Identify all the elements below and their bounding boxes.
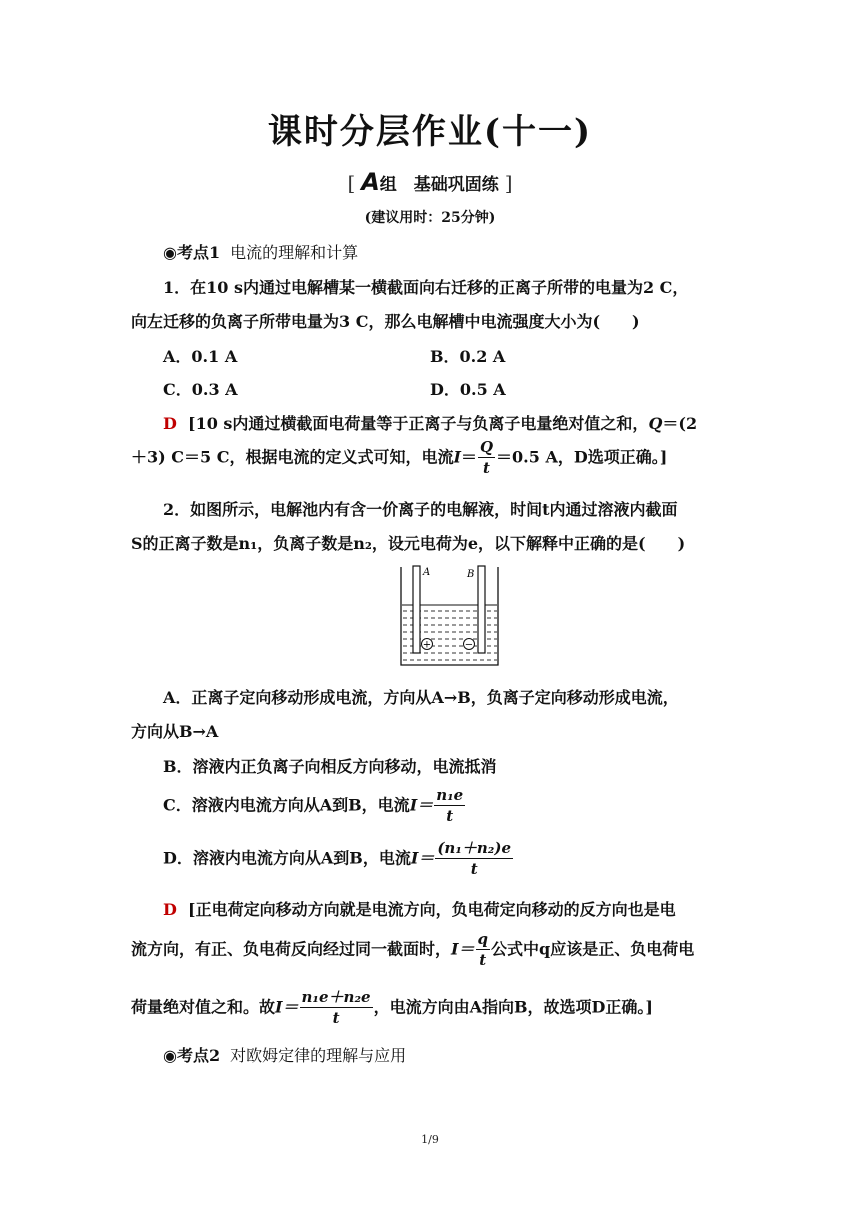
q2-exp3-I: I＝: [275, 997, 299, 1017]
bullet-icon: ◉: [163, 1046, 177, 1065]
q2-optc-fraction: [434, 788, 465, 824]
q2-exp2b: 公式中q应该是正、负电荷电: [491, 939, 695, 959]
q2-answer: D: [163, 900, 177, 919]
q1-option-a: A．0.1 A: [163, 347, 238, 366]
q2-option-b: B．溶液内正负离子向相反方向移动，电流抵消: [163, 757, 497, 776]
group-heading: [0, 168, 860, 196]
positive-ion-sign: +: [422, 639, 432, 651]
knowledge-point-2: [163, 1043, 406, 1066]
bullet-icon: ◉: [163, 243, 177, 262]
q2-option-a-line2: 方向从B→A: [131, 722, 219, 741]
q1-exp1-q: Q: [648, 414, 663, 433]
electrolysis-cell-figure: [398, 563, 501, 668]
q1-stem-line1: 1．在10 s内通过电解槽某一横截面向右迁移的正离子所带的电量为2 C，: [163, 278, 689, 297]
q2-optd-num: (n₁＋n₂)e: [437, 839, 512, 857]
label-b: B: [467, 569, 475, 580]
q2-optc-text: C．溶液内电流方向从A到B，电流: [163, 795, 410, 815]
group-bracket-close: ]: [504, 171, 513, 195]
kp1-text: 电流的理解和计算: [230, 243, 359, 262]
q1-option-d: D．0.5 A: [430, 380, 506, 399]
q2-exp2a: 流方向，有正、负电荷反向经过同一截面时，: [131, 939, 452, 959]
kp2-text: 对欧姆定律的理解与应用: [230, 1046, 407, 1065]
q2-stem-line1: 2．如图所示，电解池内有含一价离子的电解液，时间t内通过溶液内截面: [163, 500, 678, 519]
q2-optc-den: t: [446, 807, 454, 825]
q2-exp1: [正电荷定向移动方向就是电流方向，负电荷定向移动的反方向也是电: [188, 900, 676, 919]
group-bracket-open: [: [347, 171, 356, 195]
q2-exp2-num: q: [477, 930, 489, 948]
q1-option-c: C．0.3 A: [163, 380, 238, 399]
q2-option-a-line1: A．正离子定向移动形成电流，方向从A→B，负离子定向移动形成电流，: [163, 688, 679, 707]
q2-optd-text: D．溶液内电流方向从A到B，电流: [163, 848, 411, 868]
q1-exp2-I: I: [453, 447, 461, 467]
q2-option-d: [163, 841, 514, 877]
q1-explanation-line2: [131, 440, 667, 476]
page-number: 1/9: [421, 1133, 439, 1146]
group-letter: A: [361, 168, 380, 196]
q1-answer: D: [163, 414, 177, 433]
q2-option-c: [163, 788, 466, 824]
q1-exp1: [10 s内通过横截面电荷量等于正离子与负离子电量绝对值之和，: [188, 414, 649, 433]
q2-exp2-fraction: [476, 932, 491, 968]
q1-explanation-line1: [163, 411, 697, 434]
q1-exp1-end: ＝(2: [662, 414, 698, 433]
q2-stem-line2: S的正离子数是n₁，负离子数是n₂，设元电荷为e，以下解释中正确的是( ): [131, 534, 686, 553]
q2-optc-num: n₁e: [436, 786, 464, 804]
group-label: 组 基础巩固练: [379, 175, 499, 195]
q2-optd-den: t: [470, 860, 478, 878]
q1-fraction: [478, 440, 495, 476]
negative-ion-sign: −: [464, 639, 474, 651]
q1-frac-num: Q: [479, 438, 494, 456]
q2-exp3-den: t: [332, 1009, 340, 1027]
q2-optd-I: I＝: [410, 848, 435, 868]
q2-explanation-line2: [131, 932, 694, 968]
q2-exp3a: 荷量绝对值之和。故: [131, 997, 276, 1017]
q1-frac-den: t: [483, 459, 490, 477]
q1-exp2b: ＝0.5 A，D选项正确。]: [496, 447, 668, 467]
q2-exp3-num: n₁e＋n₂e: [301, 988, 371, 1006]
page-title: 课时分层作业(十一): [267, 112, 593, 152]
time-hint: (建议用时：25分钟): [364, 210, 496, 226]
q2-exp2-I: I＝: [451, 939, 475, 959]
q1-option-b: B．0.2 A: [430, 347, 506, 366]
q2-exp3b: ，电流方向由A指向B，故选项D正确。]: [373, 997, 653, 1017]
q2-exp2-den: t: [479, 951, 487, 969]
label-a: A: [423, 567, 431, 578]
q2-explanation-line1: [163, 897, 676, 920]
kp2-label: 考点2: [176, 1046, 221, 1065]
electrode-b: [478, 566, 485, 653]
q1-exp2a: ＋3) C＝5 C，根据电流的定义式可知，电流: [131, 447, 454, 467]
q1-exp2-eq: ＝: [460, 447, 477, 467]
electrode-a: [413, 566, 420, 653]
q1-stem-line2: 向左迁移的负离子所带电量为3 C，那么电解槽中电流强度大小为( ): [131, 312, 640, 331]
q2-optd-fraction: [435, 841, 513, 877]
q2-exp3-fraction: [300, 990, 373, 1026]
knowledge-point-1: [163, 240, 358, 263]
q2-explanation-line3: [131, 990, 653, 1026]
kp1-label: 考点1: [176, 243, 221, 262]
q2-optc-I: I＝: [409, 795, 434, 815]
